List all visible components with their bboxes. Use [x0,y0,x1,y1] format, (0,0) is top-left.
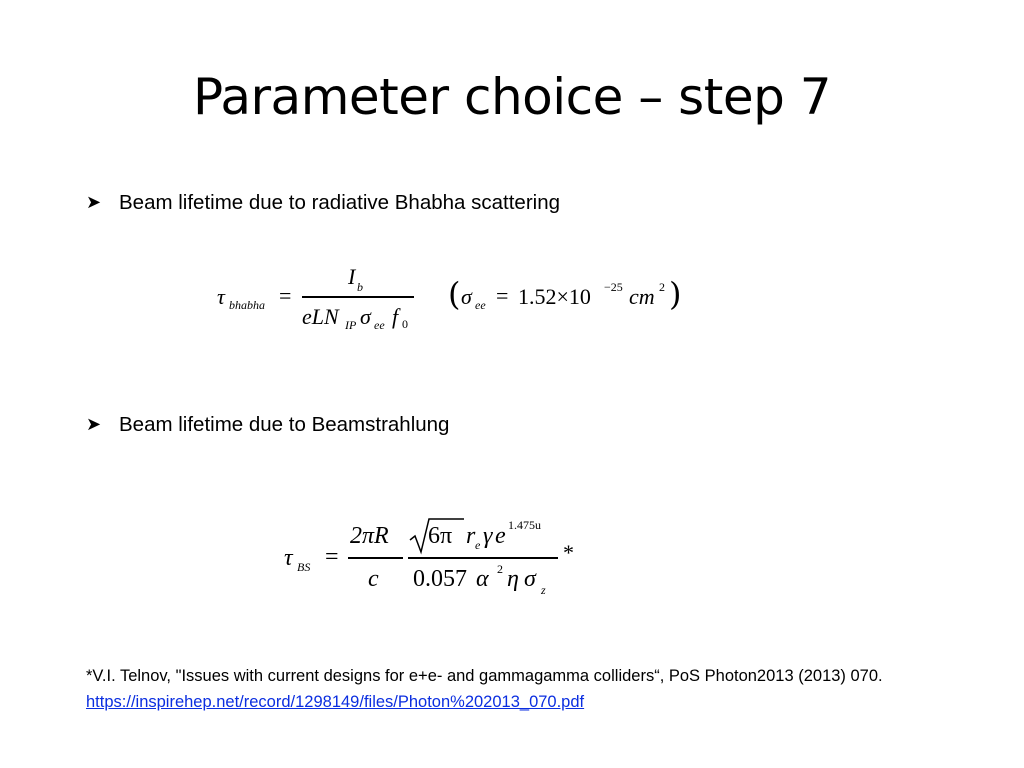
eq2-num2-exp: 1.475u [508,518,541,532]
eq1-right-paren: ) [669,275,682,313]
eq2-equals: = [325,544,339,570]
eq1-equals: = [279,283,292,308]
eq1-cross-value: 1.52×10 [518,284,591,309]
bullet-bhabha-text: Beam lifetime due to radiative Bhabha scattering [119,191,561,214]
eq2-den2-value: 0.057 [413,566,467,592]
footnote-link[interactable]: https://inspirehep.net/record/1298149/files/Photon%202013_070.pdf [86,693,585,711]
arrow-bullet-icon: ➤ [86,414,102,435]
eq2-den2-alpha: α [476,566,489,592]
eq1-cross-unit: cm [629,284,655,309]
eq2-sqrt-arg: 6π [428,523,453,549]
eq1-left-paren: ( [448,275,461,313]
eq2-tau: τ [284,545,293,571]
eq2-den2-sigma-sub: z [541,583,546,597]
bullet-beamstrahlung-text: Beam lifetime due to Beamstrahlung [119,413,450,436]
eq1-num-i: I [348,264,356,289]
eq2-num2-e: e [495,523,506,549]
eq1-fraction-bar [302,296,414,298]
eq1-tau: τ [217,284,225,309]
eq1-den-ip: IP [345,318,357,332]
eq2-tau-sub: BS [297,560,311,574]
eq2-num2-r: r [466,523,476,549]
eq1-den-ee: ee [374,318,385,332]
footnote [86,663,883,715]
eq2-num2-gamma: γ [483,523,493,549]
slide-title: Parameter choice – step 7 [192,68,832,126]
footnote-citation: *V.I. Telnov, "Issues with current designs for e+e- and gammagamma colliders“, PoS Photon2013 (2013) 070. [86,667,883,685]
eq2-frac1-bar [348,557,403,559]
eq1-cross-sigma: σ [461,284,472,309]
bullet-bhabha [86,190,560,216]
eq1-num-sub: b [357,280,363,294]
eq2-den2-eta: η [507,566,519,592]
eq1-cross-sub: ee [475,298,486,312]
eq1-cross-exp: −25 [604,280,623,294]
eq2-den2-sigma: σ [524,566,536,592]
eq1-den-eln: eLN [302,304,339,329]
eq2-frac1-num: 2πR [350,523,389,549]
eq1-cross-unit-exp: 2 [659,280,665,294]
eq2-den2-alpha-exp: 2 [497,562,503,576]
eq1-den-zero: 0 [402,317,408,331]
eq1-cross-equals: = [496,283,509,308]
eq1-den-sigma: σ [360,304,371,329]
bullet-beamstrahlung [86,412,449,438]
eq2-frac1-den: c [368,566,379,592]
eq1-tau-sub: bhabha [229,298,265,312]
eq2-frac2-bar [408,557,558,559]
eq1-den-f: f [392,304,399,329]
sqrt-icon [409,516,465,556]
eq2-star: * [563,540,574,565]
arrow-bullet-icon: ➤ [86,192,102,213]
eq2-num2-r-sub: e [475,538,481,552]
